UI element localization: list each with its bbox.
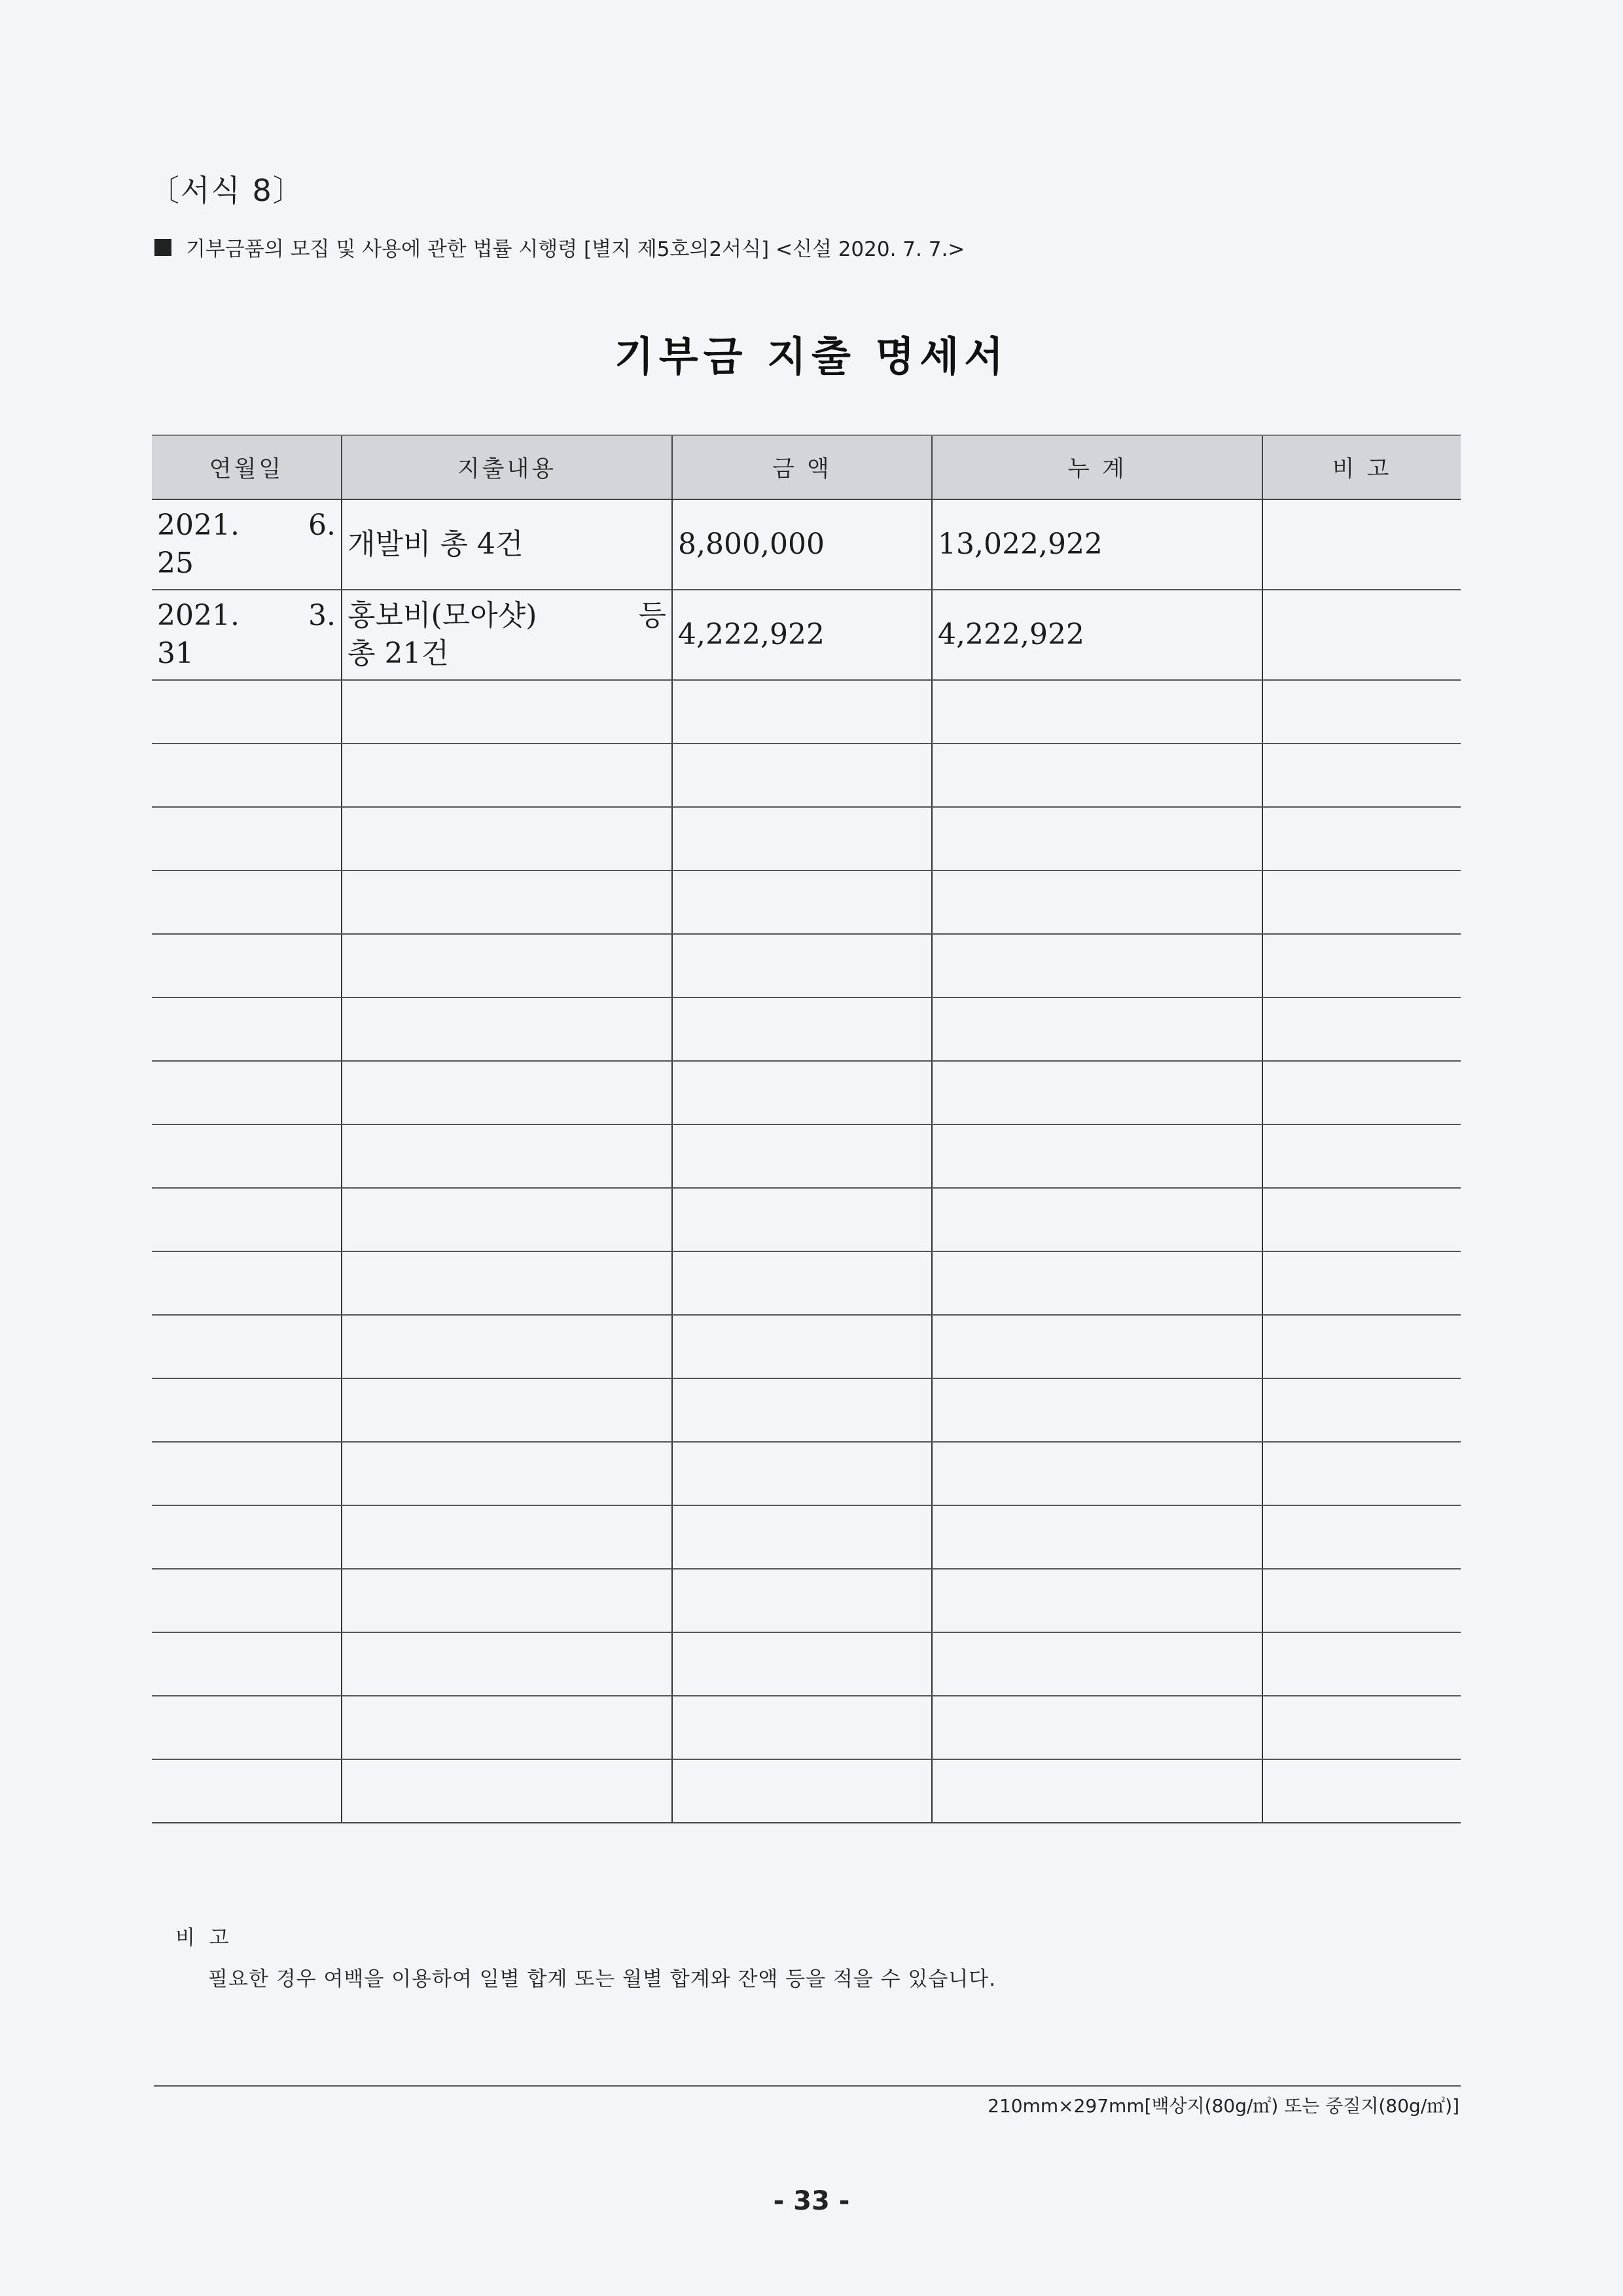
description-cell <box>342 807 672 870</box>
date-cell <box>152 1632 342 1696</box>
empty-table-row <box>152 1569 1461 1632</box>
description-text-end: 등 <box>638 599 666 632</box>
amount-cell <box>672 807 932 870</box>
remarks-cell <box>1262 1569 1461 1632</box>
column-header-date: 연월일 <box>152 435 342 499</box>
description-cell <box>342 590 672 680</box>
cumulative-cell <box>932 870 1262 934</box>
description-cell <box>342 1759 672 1823</box>
remarks-cell <box>1262 1632 1461 1696</box>
empty-table-row <box>152 870 1461 934</box>
remarks-cell <box>1262 1759 1461 1823</box>
cumulative-cell <box>932 1505 1262 1569</box>
date-cell <box>152 1505 342 1569</box>
remarks-cell <box>1262 1696 1461 1759</box>
column-header-amount: 금 액 <box>672 435 932 499</box>
description-cell <box>342 934 672 997</box>
cumulative-cell <box>932 1378 1262 1442</box>
remarks-cell <box>1262 870 1461 934</box>
remarks-cell <box>1262 590 1461 680</box>
column-header-description: 지출내용 <box>342 435 672 499</box>
amount-cell <box>672 1188 932 1251</box>
remarks-cell <box>1262 1124 1461 1188</box>
empty-table-row <box>152 1061 1461 1124</box>
amount-cell <box>672 744 932 807</box>
amount-cell <box>672 1505 932 1569</box>
date-cell <box>152 1061 342 1124</box>
date-cell <box>152 997 342 1061</box>
date-cell <box>152 1124 342 1188</box>
empty-table-row <box>152 1188 1461 1251</box>
empty-table-row <box>152 1378 1461 1442</box>
form-number: 〔서식 8〕 <box>149 173 304 208</box>
description-text: 홍보비(모아샷) <box>348 599 537 632</box>
footer-divider <box>154 2085 1461 2087</box>
remarks-cell <box>1262 1188 1461 1251</box>
date-cell <box>152 1442 342 1505</box>
cumulative-cell <box>932 1759 1262 1823</box>
remarks-cell <box>1262 1442 1461 1505</box>
date-month: 3. <box>308 599 336 632</box>
amount-cell: 4,222,922 <box>672 590 932 680</box>
amount-cell <box>672 870 932 934</box>
amount-cell <box>672 1124 932 1188</box>
empty-table-row <box>152 1124 1461 1188</box>
description-cell <box>342 1378 672 1442</box>
cumulative-cell <box>932 1632 1262 1696</box>
amount-cell: 8,800,000 <box>672 499 932 590</box>
notes-text: 필요한 경우 여백을 이용하여 일별 합계 또는 월별 합계와 잔액 등을 적을 수 있습니다. <box>208 1967 997 1991</box>
amount-cell <box>672 1696 932 1759</box>
cumulative-cell: 13,022,922 <box>932 499 1262 590</box>
cumulative-cell <box>932 1442 1262 1505</box>
remarks-cell <box>1262 807 1461 870</box>
amount-cell <box>672 934 932 997</box>
legal-reference <box>154 232 965 262</box>
empty-table-row <box>152 1505 1461 1569</box>
description-cell <box>342 1505 672 1569</box>
date-cell <box>152 1696 342 1759</box>
amount-cell <box>672 1569 932 1632</box>
date-cell <box>152 1251 342 1315</box>
date-cell <box>152 1759 342 1823</box>
remarks-cell <box>1262 1378 1461 1442</box>
date-cell <box>152 807 342 870</box>
description-cell <box>342 870 672 934</box>
date-cell <box>152 1569 342 1632</box>
description-cell <box>342 1124 672 1188</box>
description-cell <box>342 1569 672 1632</box>
description-text: 개발비 총 4건 <box>348 528 524 561</box>
page-number: - 33 - <box>773 2186 850 2216</box>
cumulative-cell <box>932 1315 1262 1378</box>
description-cell <box>342 997 672 1061</box>
description-cell <box>342 1251 672 1315</box>
description-cell <box>342 499 672 590</box>
date-cell <box>152 1378 342 1442</box>
description-cell <box>342 744 672 807</box>
remarks-cell <box>1262 499 1461 590</box>
remarks-cell <box>1262 1505 1461 1569</box>
remarks-cell <box>1262 997 1461 1061</box>
description-cell <box>342 680 672 744</box>
amount-cell <box>672 1442 932 1505</box>
cumulative-cell <box>932 807 1262 870</box>
cumulative-cell <box>932 934 1262 997</box>
table-row <box>152 499 1461 590</box>
empty-table-row <box>152 807 1461 870</box>
date-month: 6. <box>308 509 336 542</box>
amount-cell <box>672 1378 932 1442</box>
remarks-cell <box>1262 680 1461 744</box>
cumulative-cell <box>932 744 1262 807</box>
remarks-cell <box>1262 1315 1461 1378</box>
date-cell <box>152 744 342 807</box>
amount-cell <box>672 680 932 744</box>
table-header-row <box>152 435 1461 499</box>
remarks-cell <box>1262 1251 1461 1315</box>
remarks-cell <box>1262 934 1461 997</box>
description-cell <box>342 1061 672 1124</box>
description-cell <box>342 1315 672 1378</box>
date-cell <box>152 590 342 680</box>
remarks-cell <box>1262 1061 1461 1124</box>
empty-table-row <box>152 1759 1461 1823</box>
column-header-remarks: 비 고 <box>1262 435 1461 499</box>
description-text-line2: 총 21건 <box>348 637 449 670</box>
empty-table-row <box>152 997 1461 1061</box>
date-cell <box>152 1315 342 1378</box>
date-day: 31 <box>157 637 194 670</box>
table-row <box>152 590 1461 680</box>
empty-table-row <box>152 680 1461 744</box>
empty-table-row <box>152 934 1461 997</box>
date-year-month: 2021. <box>157 509 240 542</box>
description-cell <box>342 1632 672 1696</box>
description-cell <box>342 1696 672 1759</box>
amount-cell <box>672 1759 932 1823</box>
empty-table-row <box>152 1315 1461 1378</box>
cumulative-cell <box>932 1061 1262 1124</box>
amount-cell <box>672 1061 932 1124</box>
amount-cell <box>672 1251 932 1315</box>
date-cell <box>152 499 342 590</box>
paper-spec: 210mm×297mm[백상지(80g/㎡) 또는 중질지(80g/㎡)] <box>988 2095 1459 2117</box>
date-cell <box>152 934 342 997</box>
cumulative-cell <box>932 1569 1262 1632</box>
date-cell <box>152 680 342 744</box>
cumulative-cell <box>932 1251 1262 1315</box>
empty-table-row <box>152 1696 1461 1759</box>
empty-table-row <box>152 1632 1461 1696</box>
column-header-cumulative: 누 계 <box>932 435 1262 499</box>
amount-cell <box>672 1632 932 1696</box>
empty-table-row <box>152 1442 1461 1505</box>
description-cell <box>342 1188 672 1251</box>
description-cell <box>342 1442 672 1505</box>
empty-table-row <box>152 1251 1461 1315</box>
date-cell <box>152 1188 342 1251</box>
cumulative-cell <box>932 1124 1262 1188</box>
cumulative-cell: 4,222,922 <box>932 590 1262 680</box>
legal-reference-text: 기부금품의 모집 및 사용에 관한 법률 시행령 [별지 제5호의2서식] <신설 2020. 7. 7.> <box>186 238 965 261</box>
cumulative-cell <box>932 680 1262 744</box>
remarks-cell <box>1262 744 1461 807</box>
cumulative-cell <box>932 1696 1262 1759</box>
document-title: 기부금 지출 명세서 <box>614 332 1009 380</box>
amount-cell <box>672 997 932 1061</box>
date-cell <box>152 870 342 934</box>
cumulative-cell <box>932 1188 1262 1251</box>
expenditure-table <box>152 435 1461 1823</box>
empty-table-row <box>152 744 1461 807</box>
date-year-month: 2021. <box>157 599 240 632</box>
black-square-icon <box>154 239 171 256</box>
date-day: 25 <box>157 547 194 580</box>
amount-cell <box>672 1315 932 1378</box>
notes-label: 비 고 <box>175 1926 233 1950</box>
cumulative-cell <box>932 997 1262 1061</box>
